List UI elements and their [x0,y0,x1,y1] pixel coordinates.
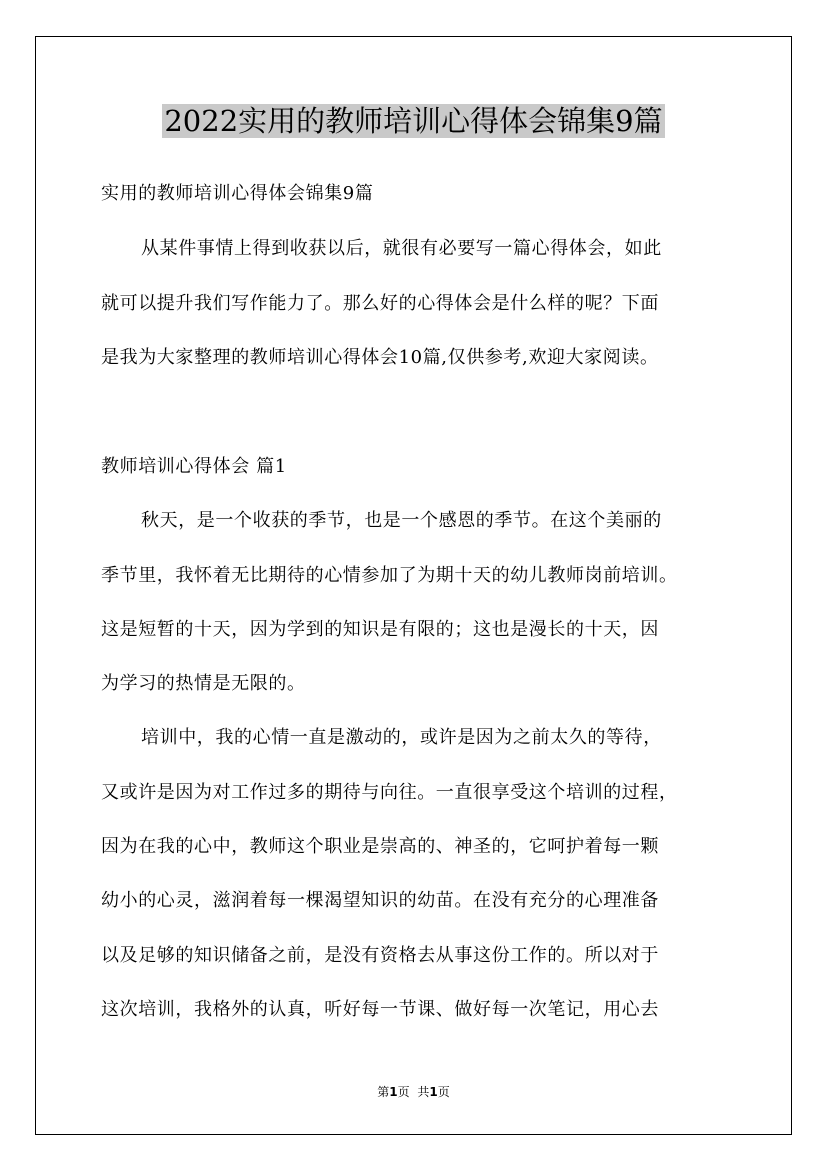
para2-line-5: 以及足够的知识储备之前，是没有资格去从事这份工作的。所以对于 [101,945,659,966]
page-suffix: 页 [397,1085,410,1099]
total-prefix: 共 [417,1085,430,1099]
para2-line-3: 因为在我的心中，教师这个职业是崇高的、神圣的，它呵护着每一颗 [101,836,659,857]
intro-line-1: 从某件事情上得到收获以后，就很有必要写一篇心得体会，如此 [141,238,662,259]
intro-line-2: 就可以提升我们写作能力了。那么好的心得体会是什么样的呢？下面 [101,293,659,314]
document-title [0,99,827,143]
para2-line-1: 培训中，我的心情一直是激动的，或许是因为之前太久的等待， [141,727,662,748]
total-pages: 1 [429,1085,438,1099]
para1-line-4: 为学习的热情是无限的。 [101,673,306,694]
para1-line-3: 这是短暂的十天，因为学到的知识是有限的；这也是漫长的十天，因 [101,619,659,640]
para1-line-2: 季节里，我怀着无比期待的心情参加了为期十天的幼儿教师岗前培训。 [101,565,678,586]
subtitle: 实用的教师培训心得体会锦集9篇 [101,183,374,204]
intro-line-3: 是我为大家整理的教师培训心得体会10篇,仅供参考,欢迎大家阅读。 [101,347,659,368]
section-heading: 教师培训心得体会 篇1 [101,456,287,477]
para1-line-1: 秋天，是一个收获的季节，也是一个感恩的季节。在这个美丽的 [141,510,662,531]
page-number: 1 [389,1085,398,1099]
document-title-text: 2022实用的教师培训心得体会锦集9篇 [164,104,663,138]
para2-line-6: 这次培训，我格外的认真，听好每一节课、做好每一次笔记，用心去 [101,999,659,1020]
para2-line-2: 又或许是因为对工作过多的期待与向往。一直很享受这个培训的过程， [101,782,678,803]
total-suffix: 页 [437,1085,450,1099]
para2-line-4: 幼小的心灵，滋润着每一棵渴望知识的幼苗。在没有充分的心理准备 [101,890,659,911]
page-prefix: 第 [377,1085,390,1099]
page-footer [0,1083,827,1100]
